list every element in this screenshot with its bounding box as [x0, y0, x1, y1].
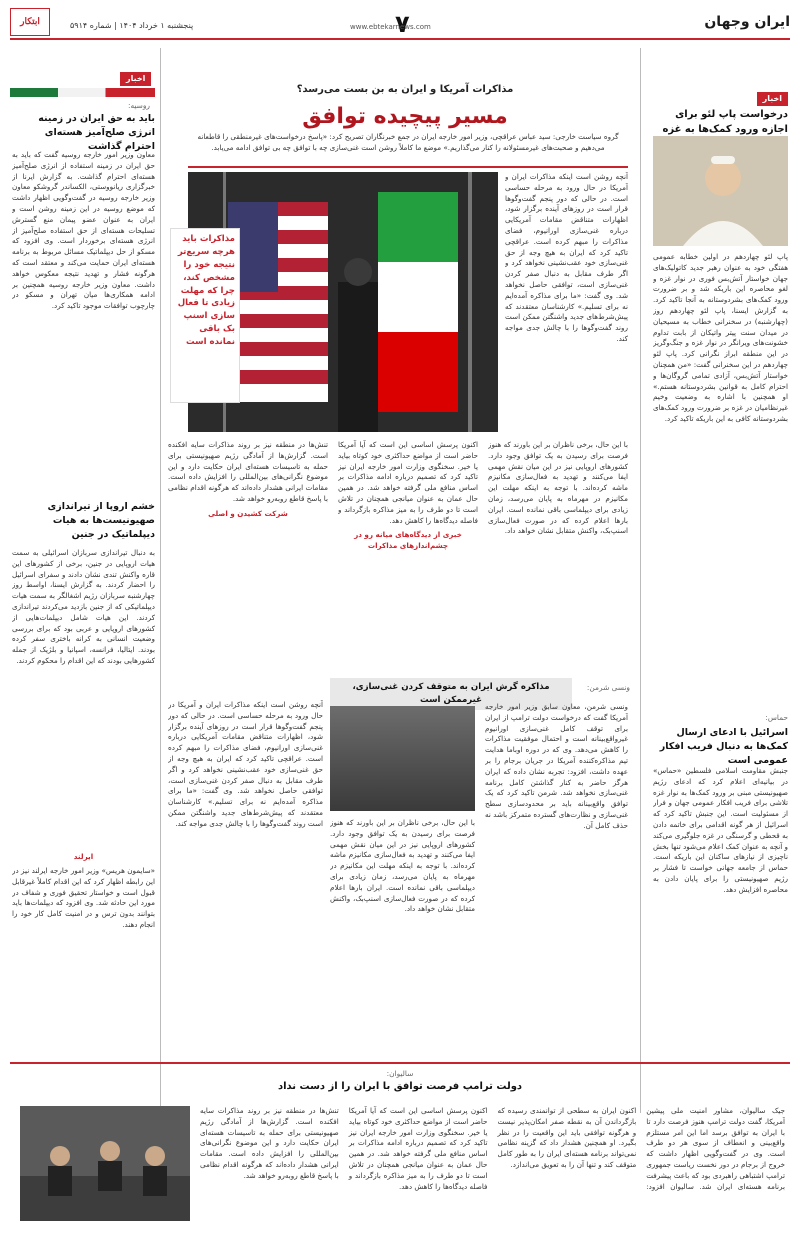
- headline: خشم اروپا از تیراندازی صهیونیست‌ها به هیات دیپلماتیک در جنین: [47, 501, 155, 540]
- divider: [160, 48, 161, 1113]
- body-text: با این حال، برخی ناظران بر این باورند که هنوز فرصت برای رسیدن به یک توافق وجود دارد. کشورهای اروپایی نیز در این میان نقش مهمی ایفا می‌کنند و تهدید به فعال‌سازی مکانیزم ماشه کرده‌اند. با توجه به اینکه مهلت این مکانیزم در مهرماه به پایان می‌رسد، زمان زیادی برای دیپلماسی باقی نمانده است. ایران بارها اعلام کرده که در صورت فعال‌سازی اسنپ‌بک، واکنش متقابل نشان خواهد داد.: [330, 818, 475, 914]
- body-text: معاون وزیر امور خارجه روسیه گفت که باید به حق ایران در زمینه استفاده از انرژی صلح‌آمیز هسته‌ای احترام گذاشت. به گزارش ایرنا از خبرگزاری ریانووستی، الکساندر گروشکو معاون وزیر خارجه روسیه در گفت‌وگویی اظهار داشت که موضع روسیه در این زمینه روشن است و ایران به عنوان عضو پیمان منع گسترش تسلیحات هسته‌ای از حق استفاده صلح‌آمیز از انرژی هسته‌ای برخوردار است. وی افزود که مسکو از حل دیپلماتیک مسائل مربوط به برنامه هسته‌ای ایران حمایت می‌کند و معتقد است که هرگونه فشار و تهدید نتیجه معکوس خواهد داشت. معاون وزیر خارجه روسیه همچنین بر ادامه همکاری‌ها میان تهران و مسکو در چارچوب توافقات موجود تاکید کرد.: [12, 150, 155, 311]
- body-text: آنچه روشن است اینکه مذاکرات ایران و آمریکا در حال ورود به مرحله حساسی است. در حالی که دور پنجم گفت‌وگوها قرار است در روزهای آینده برگزار شود، اظهارات متناقض مقامات آمریکایی درباره غنی‌سازی اورانیوم، فضای مذاکرات را مبهم کرده است. عراقچی تاکید کرد که ایران به هیچ وجه از حق غنی‌سازی خود عقب‌نشینی نخواهد کرد و اگر طرف مقابل به دنبال صفر کردن غنی‌سازی است، توافقی حاصل نخواهد شد. وی گفت: «ما برای مذاکره آمده‌ایم نه برای تسلیم.» کارشناسان معتقدند که پیش‌شرط‌های جدید واشنگتن ممکن است روند گفت‌وگوها را با چالش جدی مواجه کند.: [505, 172, 628, 343]
- box-photo: [330, 706, 475, 811]
- body-text: تنش‌ها در منطقه نیز بر روند مذاکرات سایه افکنده است. گزارش‌ها از آمادگی رژیم صهیونیستی برای حمله به تاسیسات هسته‌ای ایران حکایت دارد و این موضوع نگرانی‌های بین‌المللی را افزایش داده است. مقامات ایرانی هشدار داده‌اند که هرگونه اقدام نظامی با پاسخ قاطع روبه‌رو خواهد شد.: [200, 1106, 339, 1180]
- pope-icon: [653, 136, 788, 246]
- body-text: پاپ لئو چهاردهم در اولین خطابه عمومی هفتگی خود به عنوان رهبر جدید کاتولیک‌های جهان خواستار آتش‌بس فوری در نوار غزه و لغو محاصره این باریکه شد و بر ضرورت ورود کمک‌های بشردوستانه به آنجا تاکید کرد. به گزارش ایسنا، پاپ لئو چهاردهم روز (چهارشنبه) در سخنرانی خطاب به مسیحیان در میدان سنت پیتر واتیکان از بابت تداوم خشونت‌های ویرانگر در نوار غزه و جنگ‌وگریز در این منطقه ابراز نگرانی کرد. پاپ لئو چهاردهم در این سخنرانی گفت: «من همچنان خواستار آتش‌بس، آزادی تمامی گروگان‌ها و احترام کامل به قوانین بشردوستانه هستم.» او همچنین با اشاره به وضعیت وخیم غیرنظامیان در غزه بر ضرورت ورود کمک‌های بشردوستانه کافی به این باریکه تاکید کرد.: [653, 252, 788, 423]
- pull-quote: [170, 228, 240, 403]
- page-number: ۷: [395, 10, 410, 38]
- body-text: جنبش مقاومت اسلامی فلسطین «حماس» در بیانیه‌ای اعلام کرد که ادعای رژیم صهیونیستی مبنی بر ورود کمک‌ها به نوار غزه تلاشی برای فریب افکار عمومی جهان و فرار از مسئولیت است. این جنبش تاکید کرد که اسرائیل از هر گونه اقدامی برای خاتمه دادن به قحطی و گرسنگی در غزه جلوگیری می‌کند و آنچه به عنوان کمک اعلام می‌شود تنها بخش ناچیزی از نیازهای ساکنان این باریکه است. حماس از جامعه جهانی خواست تا فشار بر رژیم صهیونیستی را برای پایان دادن به محاصره افزایش دهد.: [653, 766, 788, 894]
- brand-logo: ابتکار: [10, 8, 50, 36]
- article-column: [485, 702, 628, 1037]
- lead-text: گروه سیاست خارجی: سید عباس عراقچی، وزیر امور خارجه ایران در جمع خبرنگاران تصریح کرد: «پاسخ درخواست‌های غیرمنطقی را قاطعانه می‌دهیم و صحبت‌های غیرمسئولانه را کنار می‌گذاریم.» موضع ما کاملاً روشن است غنی‌سازی چه با توافق چه بی توافق ادامه می‌یابد.: [197, 132, 619, 152]
- sub-head: شرکت کشیدن و اصلی: [208, 508, 288, 518]
- headline: درخواست پاپ لئو برای اجازه ورود کمک‌ها به غزه: [662, 109, 788, 135]
- box-label: ونسی شرمن:: [586, 683, 630, 692]
- headline: باید به حق ایران در زمینه انرژی صلح‌آمیز هسته‌ای احترام گذاشت: [38, 113, 155, 152]
- body-text: جیک سالیوان، مشاور امنیت ملی پیشین آمریکا، گفت دولت ترامپ هنوز فرصت دارد تا با ایران به توافق برسد اما این امر مستلزم واقع‌بینی و انعطاف از سوی هر دو طرف است. وی در گفت‌وگویی اظهار داشت که خروج از برجام در دور نخست ریاست جمهوری ترامپ اشتباهی راهبردی بود که باعث پیشرفت برنامه هسته‌ای ایران شد. سالیوان افزود: اکنون ایران به سطحی از توانمندی رسیده که بازگرداندن آن به نقطه صفر امکان‌پذیر نیست و هرگونه توافقی باید این واقعیت را در نظر بگیرد. او همچنین هشدار داد که گزینه نظامی نمی‌تواند برنامه هسته‌ای ایران را به طور کامل متوقف کند و تنها آن را به تعویق می‌اندازد.: [497, 1106, 785, 1191]
- sub-head: خبری از دیدگاه‌های میانه رو در چشم‌اندازهای مذاکرات: [354, 530, 462, 551]
- body-text: با این حال، برخی ناظران بر این باورند که هنوز فرصت برای رسیدن به یک توافق وجود دارد. کشورهای اروپایی نیز در این میان نقش مهمی ایفا می‌کنند و تهدید به فعال‌سازی مکانیزم ماشه کرده‌اند. با توجه به اینکه مهلت این مکانیزم در مهرماه به پایان می‌رسد، زمان زیادی برای دیپلماسی باقی نمانده است. ایران بارها اعلام کرده که در صورت فعال‌سازی اسنپ‌بک، واکنش متقابل نشان خواهد داد.: [488, 440, 628, 536]
- body-text: «سایمون هریس» وزیر امور خارجه ایرلند نیز در این رابطه اظهار کرد که این اقدام کاملاً غیرقابل قبول است و خواستار تحقیق فوری و شفاف در مورد این حادثه شد. وی افزود که دیپلمات‌ها باید بتوانند بدون ترس و در امنیت کامل کار خود را انجام دهند.: [12, 866, 155, 929]
- news-tag: اخبار: [120, 72, 151, 86]
- main-title: مسیر پیچیده توافق: [302, 104, 508, 129]
- divider: [10, 1062, 790, 1064]
- issue-date: پنجشنبه ۱ خرداد ۱۴۰۴ | شماره ۵۹۱۴: [70, 21, 194, 30]
- article-body: [12, 548, 155, 848]
- box-headline: مذاکره گرش ایران به متوقف کردن غنی‌سازی، غیرممکن است: [330, 678, 572, 710]
- meeting-photo: [20, 1106, 190, 1221]
- flag-bar: [10, 88, 155, 97]
- bottom-label: سالیوان:: [386, 1069, 414, 1078]
- body-text: اکنون پرسش اساسی این است که آیا آمریکا حاضر است از مواضع حداکثری خود کوتاه بیاید یا خیر. سخنگوی وزارت امور خارجه ایران نیز تاکید کرد که تصمیم درباره ادامه مذاکرات بر اساس منافع ملی گرفته خواهد شد. در همین حال عمان به عنوان میانجی همچنان در تلاش است تا دو طرف را به میز مذاکره بازگرداند و فاصله دیدگاه‌ها را کاهش دهد.: [348, 1106, 488, 1191]
- pope-photo: [653, 136, 788, 246]
- article-column: [338, 440, 478, 670]
- meeting-icon: [20, 1106, 190, 1221]
- main-kicker: مذاکرات آمریکا و ایران به بن بست می‌رسد؟: [296, 84, 514, 95]
- article-column: [330, 818, 475, 1038]
- article-body: [12, 866, 155, 1056]
- body-text: اکنون پرسش اساسی این است که آیا آمریکا حاضر است از مواضع حداکثری خود کوتاه بیاید یا خیر. سخنگوی وزارت امور خارجه ایران نیز تاکید کرد که تصمیم درباره ادامه مذاکرات بر اساس منافع ملی گرفته خواهد شد. در همین حال عمان به عنوان میانجی همچنان در تلاش است تا دو طرف را به میز مذاکره بازگرداند و فاصله دیدگاه‌ها را کاهش دهد.: [338, 440, 478, 525]
- body-text: تنش‌ها در منطقه نیز بر روند مذاکرات سایه افکنده است. گزارش‌ها از آمادگی رژیم صهیونیستی برای حمله به تاسیسات هسته‌ای ایران حکایت دارد و این موضوع نگرانی‌های بین‌المللی را افزایش داده است. مقامات ایرانی هشدار داده‌اند که هرگونه اقدام نظامی با پاسخ قاطع روبه‌رو خواهد شد.: [168, 440, 328, 503]
- article-body: [200, 1106, 785, 1231]
- body-text: ونسی شرمن، معاون سابق وزیر امور خارجه آمریکا گفت که درخواست دولت ترامپ از ایران برای توقف کامل غنی‌سازی اورانیوم غیرواقع‌بینانه است و احتمال موفقیت مذاکرات را کاهش می‌دهد. وی که در دوره اوباما هدایت تیم مذاکره‌کننده آمریکا در جریان برجام را بر عهده داشت، افزود: تجربه نشان داده که ایران هرگز حاضر به کنار گذاشتن کامل برنامه غنی‌سازی نخواهد شد. شرمن تاکید کرد که یک توافق واقع‌بینانه باید بر محدودسازی سطح غنی‌سازی و نظارت‌های گسترده متمرکز باشد نه حذف کامل آن.: [485, 702, 628, 830]
- divider: [188, 166, 628, 168]
- sub-label: حماس:: [765, 713, 788, 722]
- body-text: آنچه روشن است اینکه مذاکرات ایران و آمریکا در حال ورود به مرحله حساسی است. در حالی که دور پنجم گفت‌وگوها قرار است در روزهای آینده برگزار شود، اظهارات متناقض مقامات آمریکایی درباره غنی‌سازی اورانیوم، فضای مذاکرات را مبهم کرده است. عراقچی تاکید کرد که ایران به هیچ وجه از حق غنی‌سازی خود عقب‌نشینی نخواهد کرد و اگر طرف مقابل به دنبال صفر کردن غنی‌سازی است، توافقی حاصل نخواهد شد. وی گفت: «ما برای مذاکره آمده‌ایم نه برای تسلیم.» کارشناسان معتقدند که پیش‌شرط‌های جدید واشنگتن ممکن است روند گفت‌وگوها را با چالش جدی مواجه کند.: [168, 700, 323, 828]
- body-text: به دنبال تیراندازی سربازان اسرائیلی به سمت هیات اروپایی در جنین، برخی از کشورهای این قاره واکنش تندی نشان دادند و سفرای اسرائیل را احضار کردند. به گزارش ایسنا، اواسط روز چهارشنبه سربازان رژیم اشغالگر به سمت هیات دیپلماتیکی که از جنین بازدید می‌کردند تیراندازی کردند. این هیات شامل دیپلمات‌هایی از کشورهای اروپایی و عربی بود که برای بررسی وضعیت انسانی به کرانه باختری سفر کرده بودند. ایتالیا، فرانسه، اسپانیا و بلژیک از جمله کشورهایی بودند که این اقدام را محکوم کردند.: [12, 548, 155, 665]
- sub-label: ایرلند: [73, 852, 94, 861]
- article-column: [488, 440, 628, 670]
- article-column: [505, 172, 628, 432]
- quote-text: مذاکرات باید هرچه سریع‌تر نتیجه خود را مشخص کند، چرا که مهلت زیادی تا فعال سازی اسنپ بک باقی نمانده است: [177, 234, 235, 348]
- bottom-headline: دولت ترامپ فرصت توافق با ایران را از دست نداد: [277, 1081, 523, 1092]
- article-body: [653, 252, 788, 592]
- divider: [640, 48, 641, 1113]
- article-body: [12, 150, 155, 480]
- article-body: [653, 766, 788, 1056]
- news-tag: اخبار: [757, 92, 788, 106]
- sub-kicker: روسیه:: [127, 101, 150, 110]
- section-title: ایران وجهان: [704, 14, 790, 30]
- sub-headline: اسرائیل با ادعای ارسال کمک‌ها به دنبال فریب افکار عمومی است: [659, 727, 788, 766]
- article-column: [168, 440, 328, 670]
- website: www.ebtekarnews.com: [350, 23, 431, 31]
- article-column: [168, 700, 323, 1037]
- page-header: [10, 8, 790, 40]
